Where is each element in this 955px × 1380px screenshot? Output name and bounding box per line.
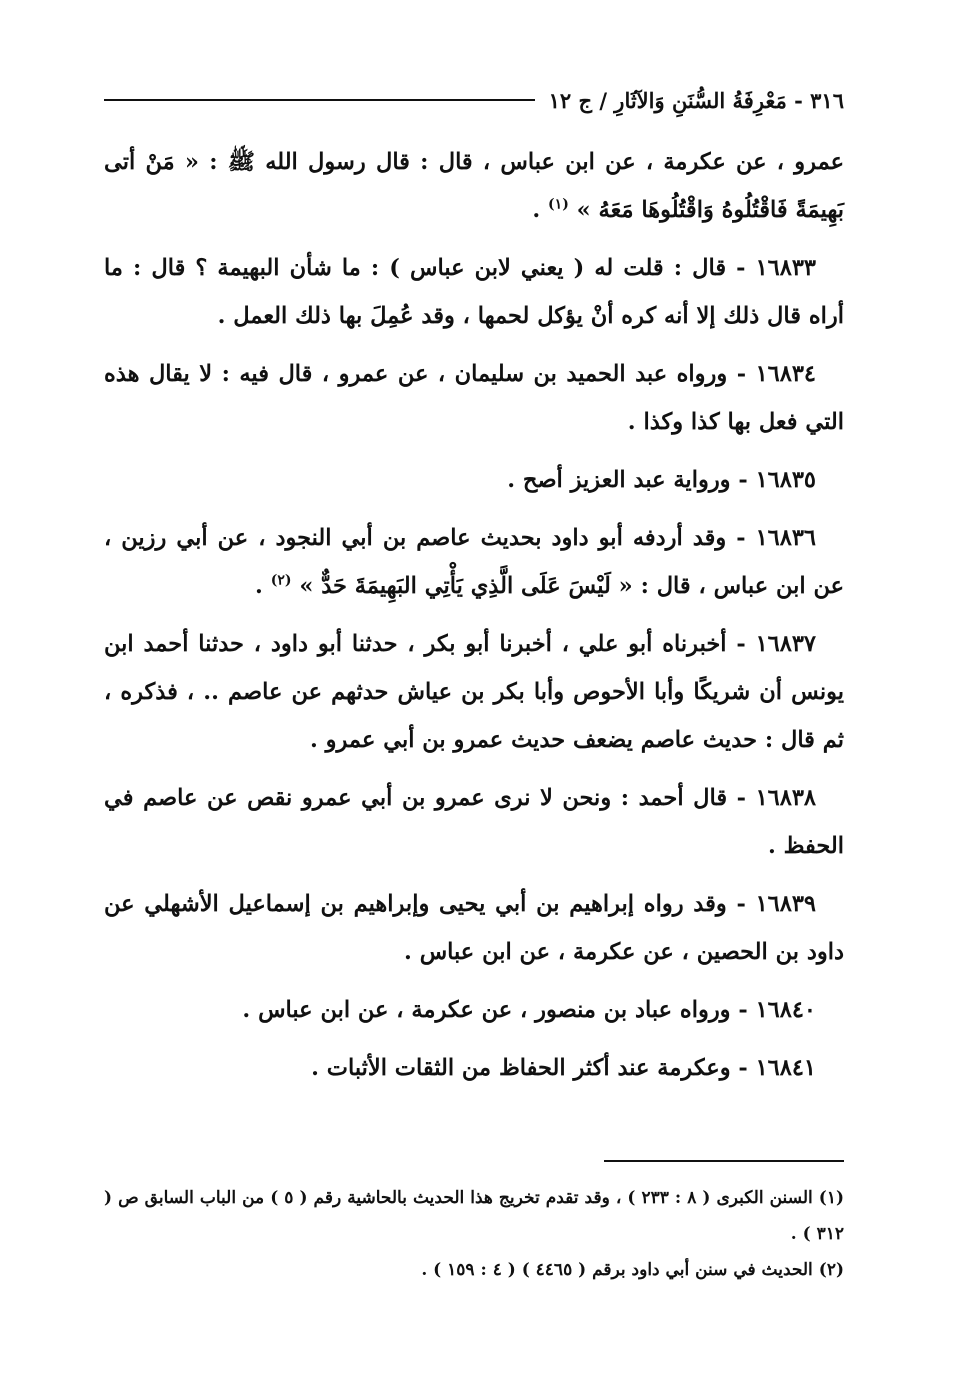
paragraph-text: ١٦٨٣٦ - وقد أردفه أبو داود بحديث عاصم بن أبي النجود ، عن أبي رزين ، عن ابن عباس ، قال : « لَيْسَ عَلَى الَّذِي يَأْتِي البَهِيمَةَ حَدٌّ » — [104, 525, 844, 599]
paragraph-16841 — [104, 1044, 844, 1092]
running-title: ٣١٦ - مَعْرِفَةُ السُّنَنِ وَالآثَارِ / ج ١٢ — [548, 87, 844, 113]
paragraph-16835 — [104, 456, 844, 504]
footnote-number: (١) — [818, 1188, 844, 1208]
footnotes — [104, 1180, 844, 1288]
paragraph-text: ١٦٨٣٥ - ورواية عبد العزيز أصح . — [507, 467, 816, 493]
paragraph-text: ١٦٨٤١ - وعكرمة عند أكثر الحفاظ من الثقات الأثبات . — [311, 1055, 816, 1081]
paragraph-text: ١٦٨٣٩ - وقد رواه إبراهيم بن أبي يحيى وإبراهيم بن إسماعيل الأشهلي عن داود بن الحصين ، عن عكرمة ، عن ابن عباس . — [104, 891, 844, 965]
paragraph-16834 — [104, 350, 844, 446]
header-rule — [104, 99, 535, 101]
paragraph-text: ١٦٨٣٣ - قال : قلت له ( يعني لابن عباس ) : ما شأن البهيمة ؟ قال : ما أراه قال ذلك إلا أنه كره أنْ يؤكل لحمها ، وقد عُمِلَ بها ذلك العمل . — [104, 255, 844, 329]
footnote-separator — [604, 1160, 844, 1162]
main-text — [104, 138, 844, 1102]
footnote-text: الحديث في سنن أبي داود برقم ( ٤٤٦٥ ) ( ٤ : ١٥٩ ) . — [421, 1260, 813, 1280]
paragraph-continuation — [104, 138, 844, 234]
paragraph-16833 — [104, 244, 844, 340]
footnote-ref: (٢) — [270, 572, 292, 589]
paragraph-text: ١٦٨٤٠ - ورواه عباد بن منصور ، عن عكرمة ، عن ابن عباس . — [242, 997, 816, 1023]
paragraph-16836 — [104, 514, 844, 610]
footnote-text: السنن الكبرى ( ٨ : ٢٣٣ ) ، وقد تقدم تخريج هذا الحديث بالحاشية رقم ( ٥ ) من الباب السابق ص ( ٣١٢ ) . — [104, 1188, 844, 1244]
footnote-2 — [104, 1252, 844, 1288]
paragraph-text: ١٦٨٣٧ - أخبرناه أبو علي ، أخبرنا أبو بكر ، حدثنا أبو داود ، حدثنا أحمد ابن يونس أن شريكًا وأبا الأحوص وأبا بكر بن عياش حدثهم عن عاصم .. ، فذكره ، ثم قال : حديث عاصم يضعف حديث عمرو بن أبي عمرو . — [104, 631, 844, 753]
paragraph-16838 — [104, 774, 844, 870]
paragraph-tail: . — [532, 197, 549, 223]
page-header — [104, 82, 844, 118]
paragraph-text: ١٦٨٣٤ - ورواه عبد الحميد بن سليمان ، عن عمرو ، قال فيه : لا يقال هذه التي فعل بها كذا وكذا . — [104, 361, 844, 435]
paragraph-text: عمرو ، عن عكرمة ، عن ابن عباس ، قال : قال رسول الله ﷺ : « مَنْ أتى بَهِيمَةً فَاقْتُلُوهُ وَاقْتُلُوهَا مَعَهُ » — [104, 149, 844, 223]
footnote-ref: (١) — [548, 196, 569, 213]
paragraph-16839 — [104, 880, 844, 976]
paragraph-16837 — [104, 620, 844, 764]
paragraph-text: ١٦٨٣٨ - قال أحمد : ونحن لا نرى عمرو بن أبي عمرو نقص عن عاصم في الحفظ . — [104, 785, 844, 859]
paragraph-tail: . — [255, 573, 271, 599]
footnote-1 — [104, 1180, 844, 1252]
paragraph-16840 — [104, 986, 844, 1034]
footnote-number: (٢) — [818, 1260, 844, 1280]
